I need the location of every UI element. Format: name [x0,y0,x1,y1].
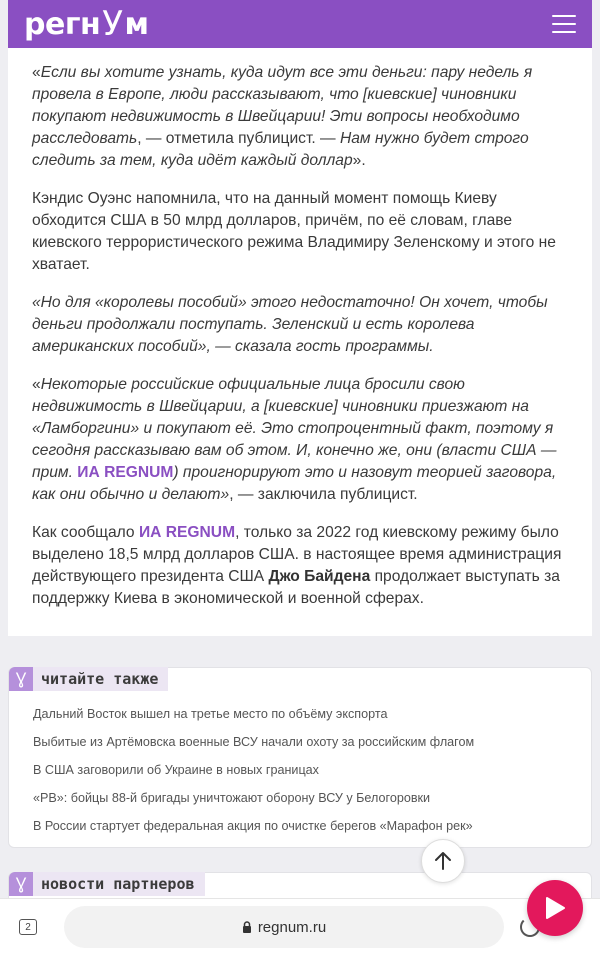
tab-switcher-button[interactable]: 2 [19,919,37,935]
regnum-link[interactable]: ИА REGNUM [138,524,236,541]
arrow-up-icon [434,851,452,871]
regnum-mark-icon: Ɣ [9,872,33,896]
hamburger-icon[interactable] [552,15,576,33]
related-link[interactable]: «РВ»: бойцы 88-й бригады уничтожают оборону ВСУ у Белогоровки [33,791,431,805]
play-icon [544,896,566,920]
regnum-logo[interactable] [24,4,148,44]
quote-paragraph-1: «Если вы хотите узнать, куда идут все эти деньги: пару недель я провела в Европе, люди рассказывают, что [киевские] чиновники покупают недвижимость в Швейцарии! Эти вопросы необходимо расследовать, — отметила публицист. — Нам нужно будет строго следить за тем, куда идёт каждый доллар». [32,64,533,169]
quote-paragraph-3: «Но для «королевы пособий» этого недостаточно! Он хочет, чтобы деньги продолжали поступать. Зеленский и есть королева американских пособий», — сказала гость программы. [32,294,548,355]
logo-mark: У [102,4,123,44]
article-body [8,48,592,636]
regnum-mark-icon: Ɣ [9,667,33,691]
related-link[interactable]: Дальний Восток вышел на третье место по объёму экспорта [33,707,388,721]
logo-text-right: м [124,6,149,42]
site-header [8,0,592,48]
related-list [9,691,591,846]
paragraph-2: Кэндис Оуэнс напомнила, что на данный момент помощь Киеву обходится США в 50 млрд долларов, причём, по её словам, главе киевского террористического режима Владимиру Зеленскому и этого не хватает. [32,190,556,273]
partners-title: новости партнеров [33,872,205,896]
read-also-title: читайте также [33,667,168,691]
related-link[interactable]: В США заговорили об Украине в новых границах [33,763,319,777]
read-also-block [8,667,592,848]
browser-bottom-bar [0,898,600,954]
quote-paragraph-4: «Некоторые российские официальные лица бросили свою недвижимость в Швейцарии, а [киевские] чиновники приезжают на «Ламборгини» и покупают её. Это стопроцентный факт, поэтому я сегодня рассказываю вам об этом. И, конечно же, они (власти США — прим. ИА REGNUM) проигнорируют это и назовут теорией заговора, как они обычно и делают», — заключила публицист. [32,376,557,503]
address-bar[interactable] [64,906,504,948]
person-name: Джо Байдена [268,568,371,585]
scroll-up-button[interactable] [421,839,465,883]
related-link[interactable]: В России стартует федеральная акция по очистке берегов «Марафон рек» [33,819,473,833]
related-link[interactable]: Выбитые из Артёмовска военные ВСУ начали охоту за российским флагом [33,735,475,749]
regnum-link[interactable]: ИА REGNUM [77,464,174,481]
logo-text-left: регн [24,6,101,42]
play-button[interactable] [527,880,583,936]
url-text: regnum.ru [257,918,327,936]
paragraph-5: Как сообщало ИА REGNUM, только за 2022 год киевскому режиму было выделено 18,5 млрд долларов США. в настоящее время администрация действующего президента США Джо Байдена продолжает выступать за поддержку Киева в экономической и военной сферах. [32,524,562,607]
lock-icon [242,921,252,933]
